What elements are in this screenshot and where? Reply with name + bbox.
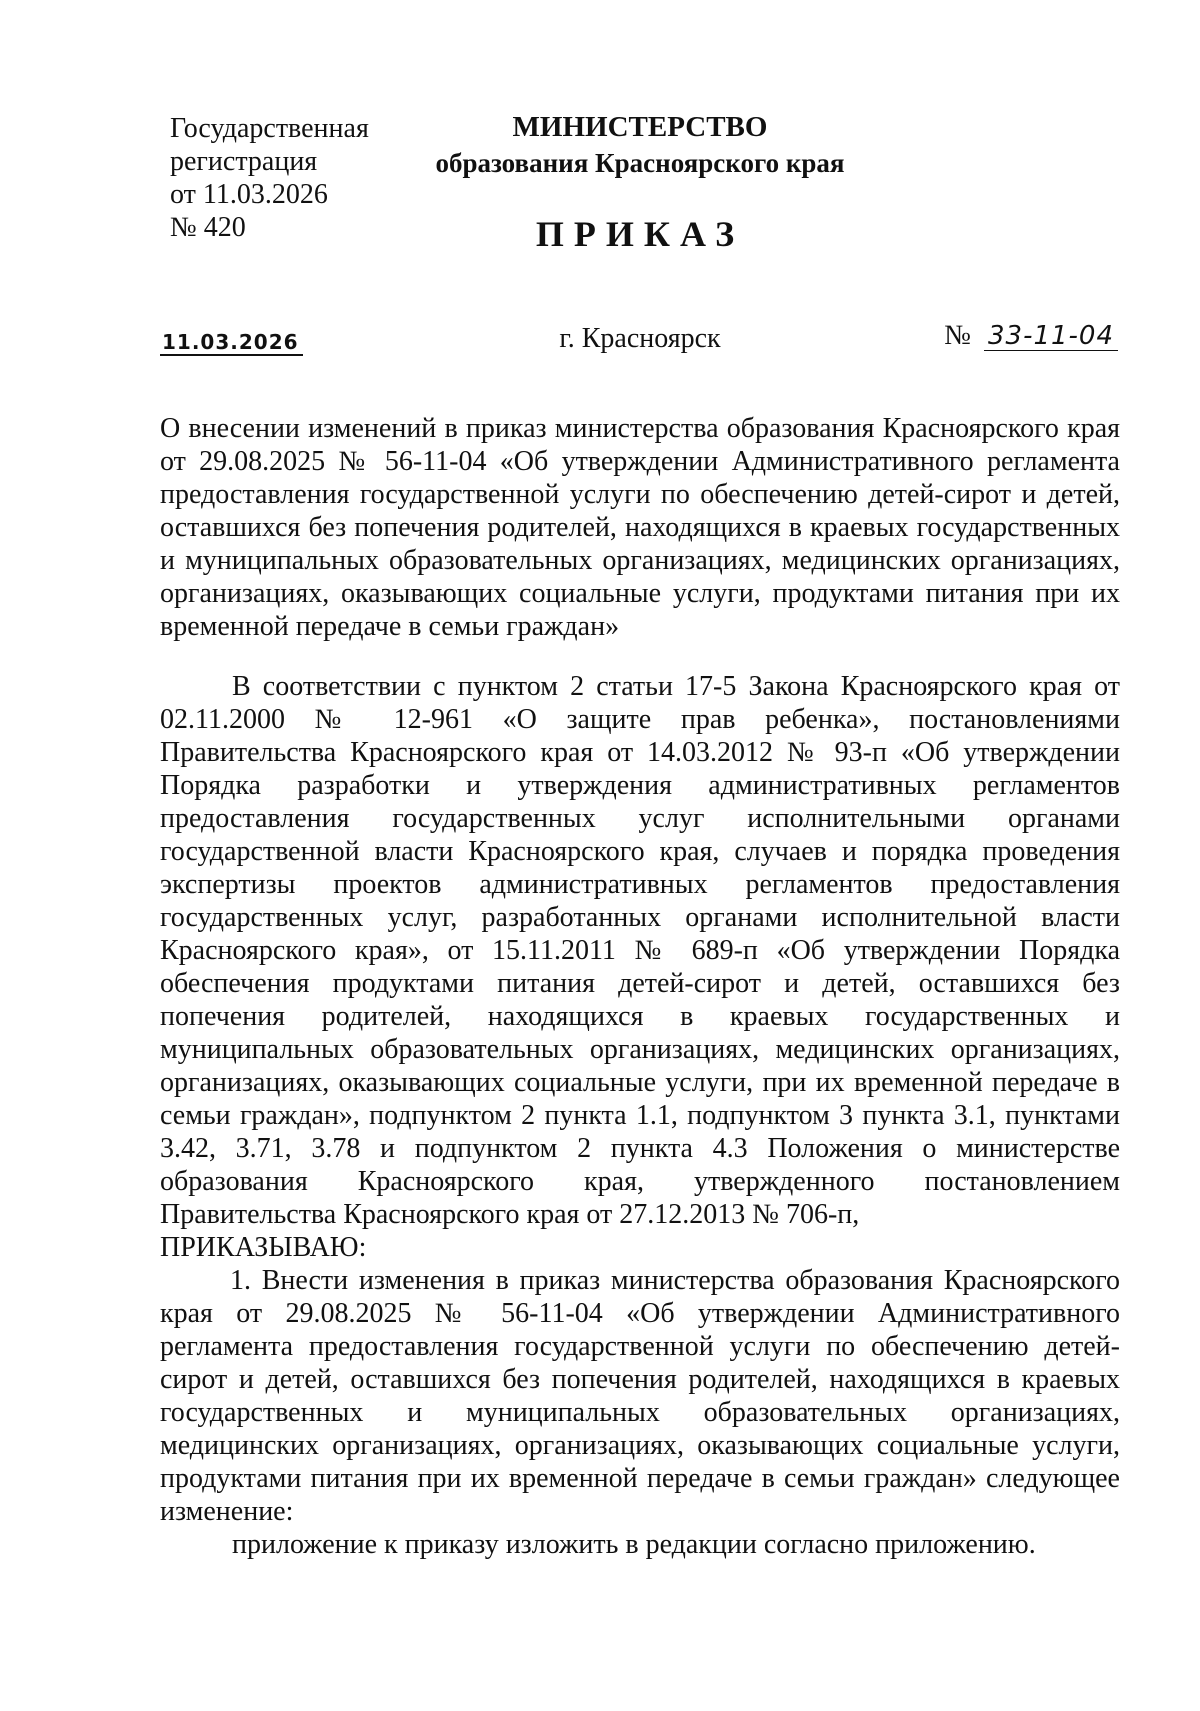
order-number <box>944 318 1118 354</box>
order-number-prefix: № <box>944 320 971 351</box>
body-item-1-text: приложение к приказу изложить в редакции согласно приложению. <box>232 1529 1036 1560</box>
body-item-1: 1. Внести изменения в приказ министерства образования Красноярского края от 29.08.2025 № 56-11-04 «Об утверждении Административного регламента предоставления государственной услуги по обеспечению детей-сирот и детей, оставшихся без попечения родителей, находящихся в краевых государственных и муниципальных образовательных организациях, медицинских организациях, организациях, оказывающих социальные услуги, продуктами питания при их временной передаче в семьи граждан» следующее изменение: <box>160 1265 1120 1527</box>
body-order-word: ПРИКАЗЫВАЮ: <box>160 1232 367 1263</box>
order-body <box>160 670 1120 1561</box>
registration-line-1: Государственная <box>170 113 369 144</box>
body-preamble: В соответствии с пунктом 2 статьи 17-5 Закона Красноярского края от 02.11.2000 № 12-961 «О защите прав ребенка», постановлениями Правительства Красноярского края от 14.03.2012 № 93-п «Об утверждении Порядка разработки и утверждения административных регламентов предоставления государственных услуг исполнительными органами государственной власти Красноярского края, случаев и порядка проведения экспертизы проектов административных регламентов предоставления государственных услуг, разработанных органами исполнительной власти Красноярского края», от 15.11.2011 № 689-п «Об утверждении Порядка обеспечения продуктами питания детей-сирот и детей, оставшихся без попечения родителей, находящихся в краевых государственных и муниципальных образовательных организациях, медицинских организациях, организациях, оказывающих социальные услуги, при их временной передаче в семьи граждан», подпунктом 2 пункта 1.1, подпунктом 3 пункта 3.1, пунктами 3.42, 3.71, 3.78 и подпунктом 2 пункта 4.3 Положения о министерстве образования Красноярского края, утвержденного постановлением Правительства Красноярского края от 27.12.2013 № 706-п, <box>160 671 1120 1230</box>
registration-block <box>170 112 430 244</box>
order-city: г. Красноярск <box>559 323 721 354</box>
registration-number: № 420 <box>170 212 246 243</box>
ministry-subtitle: образования Красноярского края <box>435 148 845 178</box>
order-title: ПРИКАЗ <box>535 214 745 254</box>
ministry-title: МИНИСТЕРСТВО <box>512 111 768 143</box>
order-date-stamp: 11.03.2026 <box>160 330 303 356</box>
registration-line-2: регистрация <box>170 146 318 177</box>
registration-date: от 11.03.2026 <box>170 179 328 210</box>
order-subject: О внесении изменений в приказ министерства образования Красноярского края от 29.08.2025 № 56-11-04 «Об утверждении Административного регламента предоставления государственной услуги по обеспечению детей-сирот и детей, оставшихся без попечения родителей, находящихся в краевых государственных и муниципальных образовательных организациях, медицинских организациях, организациях, оказывающих социальные услуги, продуктами питания при их временной передаче в семьи граждан» <box>160 413 1120 642</box>
order-number-handwritten: 33-11-04 <box>984 322 1118 351</box>
